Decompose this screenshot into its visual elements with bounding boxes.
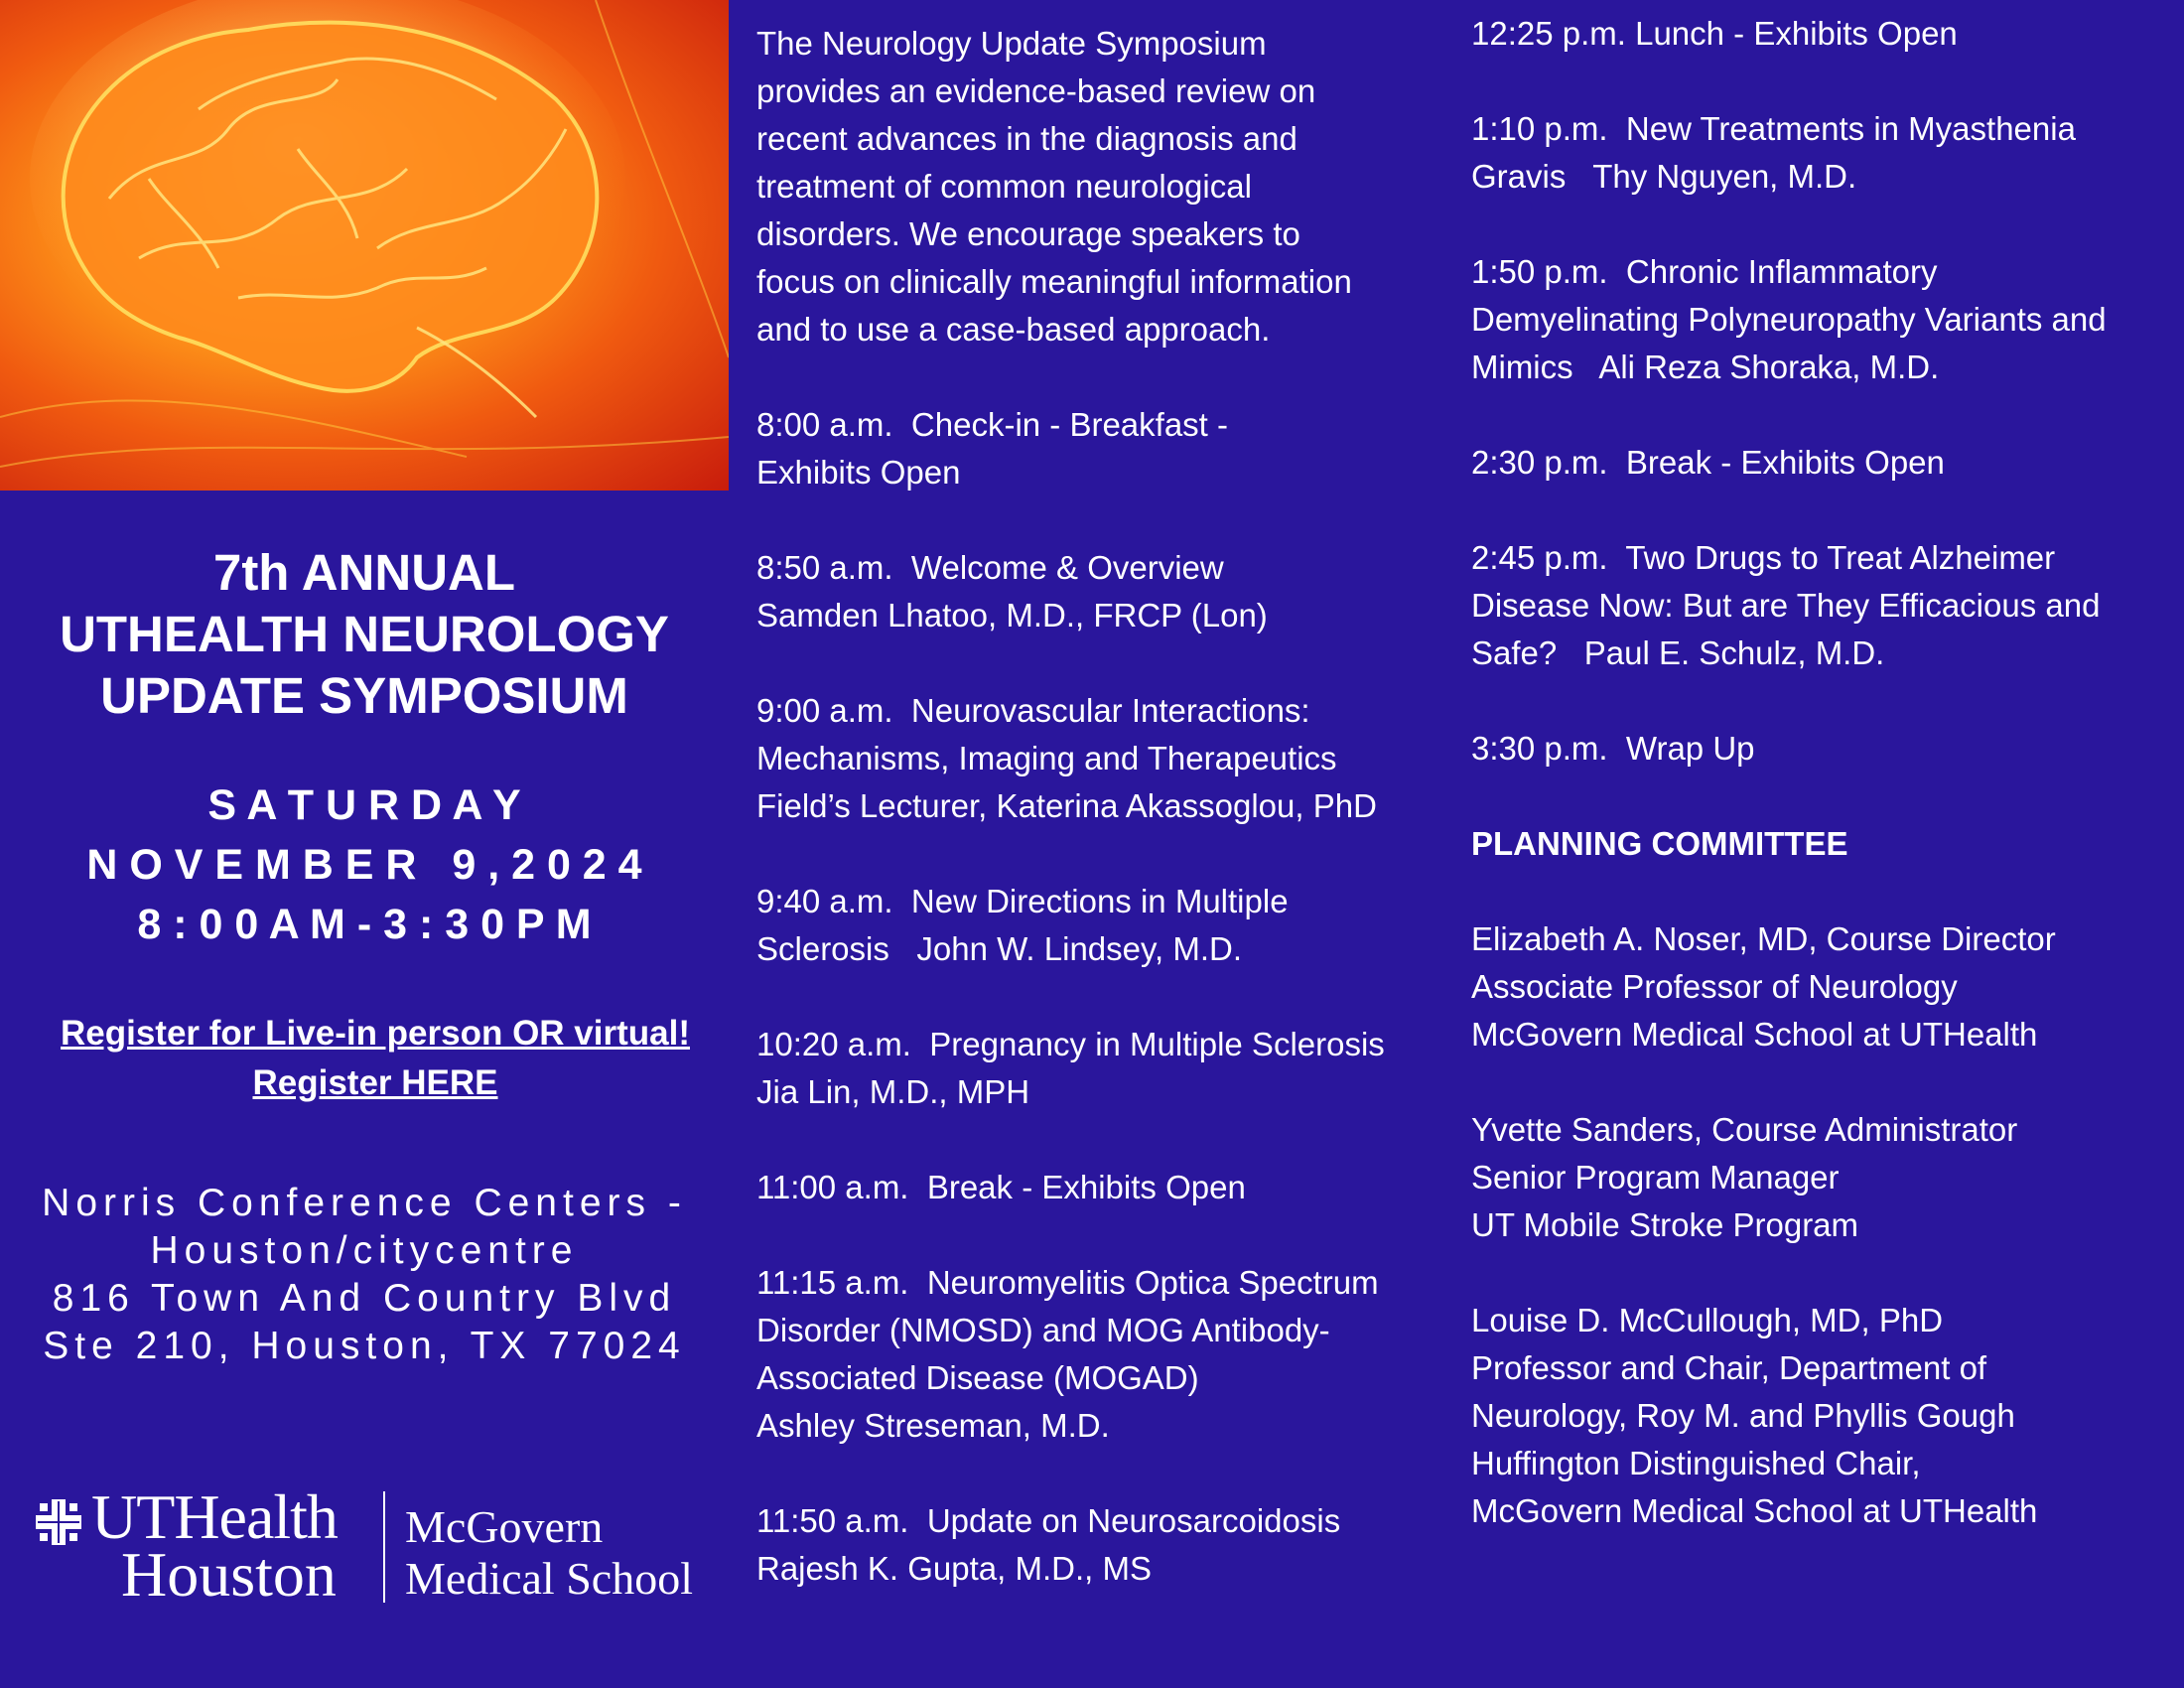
schedule-column-afternoon — [1471, 10, 2166, 1583]
col2-line: 9:40 a.m. New Directions in Multiple — [756, 883, 1289, 919]
col2-line: Disorder (NMOSD) and MOG Antibody- — [756, 1312, 1330, 1348]
uthealth-cross-icon — [34, 1497, 83, 1547]
logo-houston-text: Houston — [121, 1539, 337, 1610]
col3-block — [1471, 105, 2166, 201]
brain-image — [0, 0, 729, 491]
col3-line: Associate Professor of Neurology — [1471, 968, 1958, 1005]
col2-line: and to use a case-based approach. — [756, 311, 1271, 348]
col3-line: Elizabeth A. Noser, MD, Course Director — [1471, 920, 2056, 957]
col3-line: 12:25 p.m. Lunch - Exhibits Open — [1471, 15, 1958, 52]
col2-line: Exhibits Open — [756, 454, 961, 491]
logo-medical-school-line: Medical School — [405, 1553, 693, 1604]
event-day: S A T U R D A Y — [207, 781, 521, 829]
col3-line: 2:30 p.m. Break - Exhibits Open — [1471, 444, 1945, 481]
col2-block — [756, 1259, 1432, 1450]
col3-line: Louise D. McCullough, MD, PhD — [1471, 1302, 1944, 1338]
col3-line: 2:45 p.m. Two Drugs to Treat Alzheimer — [1471, 539, 2056, 576]
col3-block — [1471, 725, 2166, 773]
venue-line-2: Houston/citycentre — [150, 1229, 579, 1272]
col2-line: Samden Lhatoo, M.D., FRCP (Lon) — [756, 597, 1268, 633]
register-here-link[interactable]: Register HERE — [252, 1063, 498, 1102]
col2-block — [756, 1021, 1432, 1116]
col3-line: Neurology, Roy M. and Phyllis Gough — [1471, 1397, 2015, 1434]
col3-line: Yvette Sanders, Course Administrator — [1471, 1111, 2018, 1148]
col3-line: McGovern Medical School at UTHealth — [1471, 1492, 2038, 1529]
col2-block — [756, 1497, 1432, 1593]
col2-line: 10:20 a.m. Pregnancy in Multiple Sclerosis — [756, 1026, 1385, 1062]
register-live-virtual-link[interactable]: Register for Live-in person OR virtual! — [61, 1014, 690, 1053]
title-line-2: UTHEALTH NEUROLOGY — [60, 606, 669, 662]
col3-line: McGovern Medical School at UTHealth — [1471, 1016, 2038, 1053]
uthealth-mcgovern-logo — [34, 1481, 719, 1610]
col3-block — [1471, 248, 2166, 391]
col3-line: Huffington Distinguished Chair, — [1471, 1445, 1921, 1481]
col2-block — [756, 544, 1432, 639]
col2-line: Jia Lin, M.D., MPH — [756, 1073, 1030, 1110]
col3-block — [1471, 1297, 2166, 1535]
col2-line: focus on clinically meaningful information — [756, 263, 1352, 300]
logo-divider — [383, 1491, 385, 1603]
col2-block — [756, 20, 1432, 353]
col2-block — [756, 1164, 1432, 1211]
event-date: N O V E M B E R 9 , 2 0 2 4 — [86, 841, 642, 889]
col2-line: 11:50 a.m. Update on Neurosarcoidosis — [756, 1502, 1341, 1539]
venue-address-street: 816 Town And Country Blvd — [52, 1277, 677, 1320]
col3-line: 1:10 p.m. New Treatments in Myasthenia — [1471, 110, 2076, 147]
col2-line: Field’s Lecturer, Katerina Akassoglou, PhD — [756, 787, 1377, 824]
col3-line: Mimics Ali Reza Shoraka, M.D. — [1471, 349, 1940, 385]
col3-block — [1471, 10, 2166, 58]
col2-line: 11:00 a.m. Break - Exhibits Open — [756, 1169, 1246, 1205]
event-time: 8 : 0 0 A M - 3 : 3 0 P M — [137, 901, 592, 948]
logo-mcgovern-line: McGovern — [405, 1501, 604, 1552]
logo-mcgovern-text — [405, 1501, 693, 1605]
col3-line: Disease Now: But are They Efficacious and — [1471, 587, 2101, 624]
col2-line: Rajesh K. Gupta, M.D., MS — [756, 1550, 1152, 1587]
col2-line: 8:50 a.m. Welcome & Overview — [756, 549, 1224, 586]
col2-line: Associated Disease (MOGAD) — [756, 1359, 1199, 1396]
col2-line: Sclerosis John W. Lindsey, M.D. — [756, 930, 1243, 967]
venue-line-1: Norris Conference Centers - — [42, 1182, 687, 1224]
col3-line: Gravis Thy Nguyen, M.D. — [1471, 158, 1857, 195]
col3-line: 1:50 p.m. Chronic Inflammatory — [1471, 253, 1938, 290]
symposium-title — [0, 542, 729, 727]
col2-line: The Neurology Update Symposium — [756, 25, 1267, 62]
col3-block — [1471, 534, 2166, 677]
col2-line: 8:00 a.m. Check-in - Breakfast - — [756, 406, 1229, 443]
title-line-3: UPDATE SYMPOSIUM — [100, 667, 628, 724]
col3-line: UT Mobile Stroke Program — [1471, 1206, 1859, 1243]
col2-line: disorders. We encourage speakers to — [756, 215, 1300, 252]
planning-committee-heading — [1471, 820, 2166, 868]
col2-line: recent advances in the diagnosis and — [756, 120, 1297, 157]
col2-line: Mechanisms, Imaging and Therapeutics — [756, 740, 1337, 776]
col2-line: provides an evidence-based review on — [756, 72, 1316, 109]
col2-line: 9:00 a.m. Neurovascular Interactions: — [756, 692, 1310, 729]
col2-line: Ashley Streseman, M.D. — [756, 1407, 1110, 1444]
schedule-column-morning — [756, 20, 1432, 1640]
logo-uthealth-text: UTHealth — [91, 1481, 338, 1552]
col3-line: Senior Program Manager — [1471, 1159, 1840, 1196]
brain-illustration — [0, 0, 729, 491]
col3-block — [1471, 439, 2166, 487]
col2-block — [756, 401, 1432, 496]
col3-line: Demyelinating Polyneuropathy Variants and — [1471, 301, 2107, 338]
col3-block — [1471, 1106, 2166, 1249]
venue-address-city: Ste 210, Houston, TX 77024 — [43, 1325, 686, 1367]
col2-block — [756, 878, 1432, 973]
col3-line: 3:30 p.m. Wrap Up — [1471, 730, 1755, 767]
col3-block — [1471, 915, 2166, 1058]
col2-block — [756, 687, 1432, 830]
title-line-1: 7th ANNUAL — [212, 544, 516, 601]
col3-line: Safe? Paul E. Schulz, M.D. — [1471, 634, 1885, 671]
col2-line: treatment of common neurological — [756, 168, 1252, 205]
col3-line: Professor and Chair, Department of — [1471, 1349, 1987, 1386]
col2-line: 11:15 a.m. Neuromyelitis Optica Spectrum — [756, 1264, 1379, 1301]
col3-line: PLANNING COMMITTEE — [1471, 825, 1848, 862]
